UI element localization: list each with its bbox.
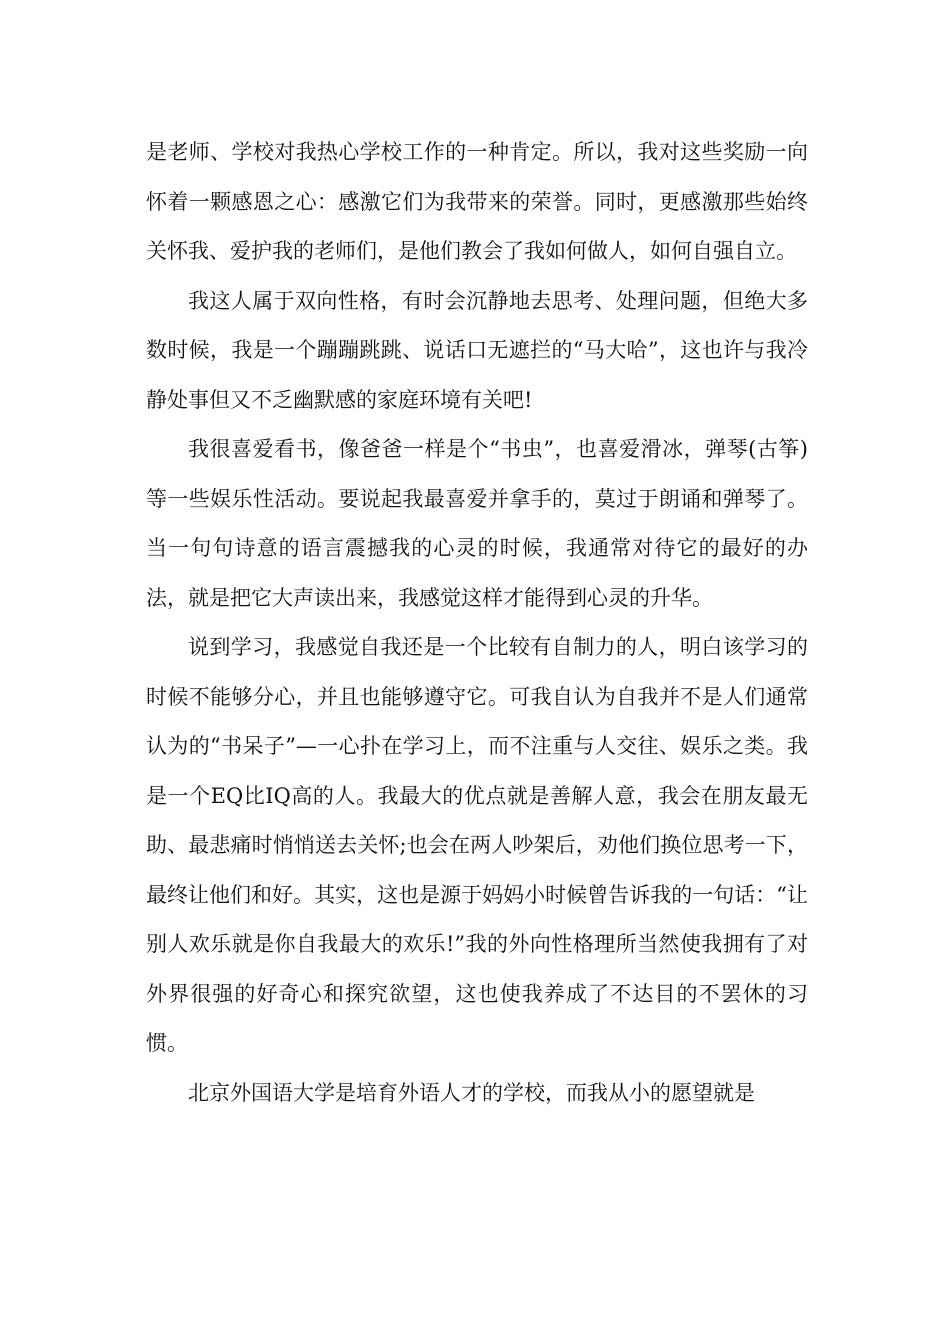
paragraph-3: 我很喜爱看书，像爸爸一样是个“书虫”，也喜爱滑冰，弹琴(古筝)等一些娱乐性活动。要说起我最喜爱并拿手的，莫过于朗诵和弹琴了。当一句句诗意的语言震撼我的心灵的时候，我通常对待它的最好的办法，就是把它大声读出来，我感觉这样才能得到心灵的升华。 xyxy=(146,437,808,610)
paragraph-2: 我这人属于双向性格，有时会沉静地去思考、处理问题，但绝大多数时候，我是一个蹦蹦跳跳、说话口无遮拦的“马大哈”，这也许与我冷静处事但又不乏幽默感的家庭环境有关吧! xyxy=(146,288,808,412)
paragraph-1: 是老师、学校对我热心学校工作的一种肯定。所以，我对这些奖励一向怀着一颗感恩之心：感激它们为我带来的荣誉。同时，更感激那些始终关怀我、爱护我的老师们，是他们教会了我如何做人，如何自强自立。 xyxy=(146,140,808,263)
paragraph-5: 北京外国语大学是培育外语人才的学校，而我从小的愿望就是 xyxy=(188,1080,755,1105)
paragraph-4: 说到学习，我感觉自我还是一个比较有自制力的人，明白该学习的时候不能够分心，并且也能够遵守它。可我自认为自我并不是人们通常认为的“书呆子”—一心扑在学习上，而不注重与人交往、娱乐之类。我是一个EQ比IQ高的人。我最大的优点就是善解人意，我会在朋友最无助、最悲痛时悄悄送去关怀;也会在两人吵架后，劝他们换位思考一下，最终让他们和好。其实，这也是源于妈妈小时候曾告诉我的一句话：“让别人欢乐就是你自我最大的欢乐!”我的外向性格理所当然使我拥有了对外界很强的好奇心和探究欲望，这也使我养成了不达目的不罢休的习惯。 xyxy=(146,635,808,1055)
document-body xyxy=(146,128,808,1118)
